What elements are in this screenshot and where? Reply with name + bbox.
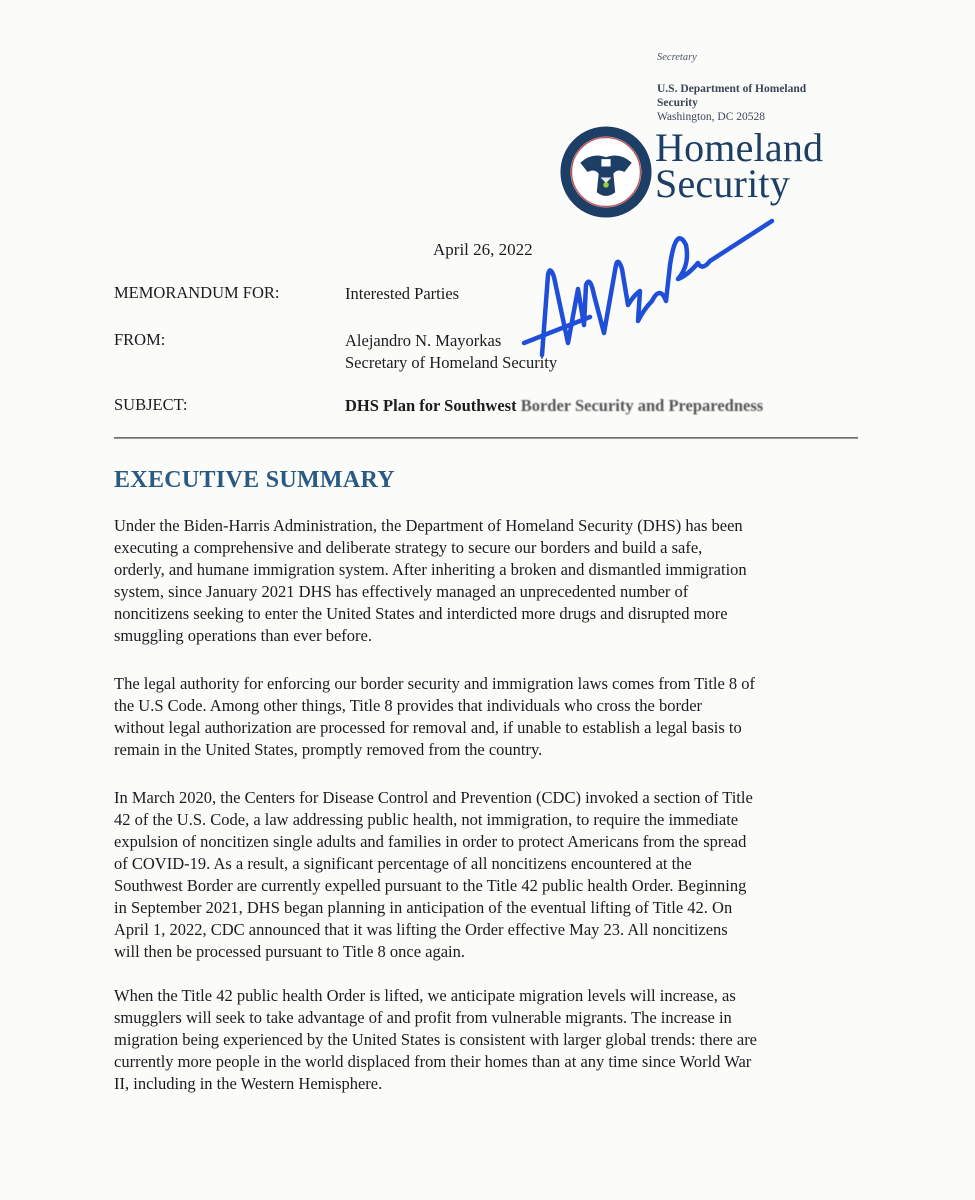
memo-for-label: MEMORANDUM FOR:	[114, 283, 280, 302]
letterhead-address-block	[657, 82, 857, 124]
paragraph-line: smuggling operations than ever before.	[114, 626, 372, 645]
section-title: EXECUTIVE SUMMARY	[114, 467, 395, 493]
paragraph-line: executing a comprehensive and deliberate strategy to secure our borders and build a safe,	[114, 538, 703, 557]
memo-from-label: FROM:	[114, 330, 166, 349]
letterhead-dept-line-2: Security	[657, 97, 698, 109]
paragraph-line: April 1, 2022, CDC announced that it was lifting the Order effective May 23. All noncitizens	[114, 920, 728, 939]
dhs-seal-icon	[560, 126, 652, 218]
paragraph-line: smugglers will seek to take advantage of and profit from vulnerable migrants. The increase in	[114, 1008, 732, 1027]
memo-from-name: Alejandro N. Mayorkas	[345, 331, 502, 350]
paragraph-line: 42 of the U.S. Code, a law addressing public health, not immigration, to require the immediate	[114, 810, 739, 829]
paragraph-3	[114, 787, 874, 963]
memo-from-value	[345, 330, 557, 374]
letterhead-office: Secretary	[657, 52, 697, 63]
homeland-security-wordmark	[655, 125, 824, 206]
paragraph-line: II, including in the Western Hemisphere.	[114, 1074, 383, 1093]
paragraph-line: The legal authority for enforcing our border security and immigration laws comes from Title 8 of	[114, 674, 756, 693]
memo-subject-value	[345, 395, 763, 417]
paragraph-line: in September 2021, DHS began planning in anticipation of the eventual lifting of Title 42. On	[114, 898, 733, 917]
paragraph-line: Under the Biden-Harris Administration, the Department of Homeland Security (DHS) has been	[114, 516, 743, 535]
memo-subject-part-2: Border Security and Preparedness	[520, 396, 764, 415]
paragraph-line: system, since January 2021 DHS has effectively managed an unprecedented number of	[114, 582, 689, 601]
paragraph-line: currently more people in the world displaced from their homes than at any time since World War	[114, 1052, 752, 1071]
header-divider	[114, 437, 858, 438]
paragraph-line: orderly, and humane immigration system. After inheriting a broken and dismantled immigration	[114, 560, 747, 579]
paragraph-line: of COVID-19. As a result, a significant percentage of all noncitizens encountered at the	[114, 854, 692, 873]
paragraph-line: migration being experienced by the United States is consistent with larger global trends: there are	[114, 1030, 758, 1049]
memo-for-value: Interested Parties	[345, 284, 460, 303]
letterhead-dept-line-1: U.S. Department of Homeland	[657, 83, 807, 95]
paragraph-4	[114, 985, 874, 1095]
wordmark-line-1: Homeland	[655, 125, 824, 170]
signature-icon	[520, 205, 780, 385]
paragraph-1	[114, 515, 874, 647]
paragraph-line: noncitizens seeking to enter the United States and interdicted more drugs and disrupted more	[114, 604, 728, 623]
memo-subject-part-1: DHS Plan for Southwest	[345, 396, 521, 415]
memo-subject-label: SUBJECT:	[114, 395, 188, 414]
memo-date: April 26, 2022	[433, 240, 533, 259]
letterhead-address: Washington, DC 20528	[657, 111, 766, 123]
paragraph-line: without legal authorization are processed for removal and, if unable to establish a legal basis to	[114, 718, 742, 737]
paragraph-line: When the Title 42 public health Order is lifted, we anticipate migration levels will increase, as	[114, 986, 736, 1005]
paragraph-line: Southwest Border are currently expelled pursuant to the Title 42 public health Order. Beginning	[114, 876, 747, 895]
paragraph-line: In March 2020, the Centers for Disease Control and Prevention (CDC) invoked a section of Title	[114, 788, 753, 807]
paragraph-2	[114, 673, 874, 761]
memo-from-title: Secretary of Homeland Security	[345, 353, 558, 372]
paragraph-line: the U.S Code. Among other things, Title 8 provides that individuals who cross the border	[114, 696, 703, 715]
paragraph-line: expulsion of noncitizen single adults and families in order to protect Americans from the spread	[114, 832, 747, 851]
paragraph-line: remain in the United States, promptly removed from the country.	[114, 740, 543, 759]
paragraph-line: will then be processed pursuant to Title 8 once again.	[114, 942, 466, 961]
wordmark-line-2: Security	[655, 161, 790, 206]
